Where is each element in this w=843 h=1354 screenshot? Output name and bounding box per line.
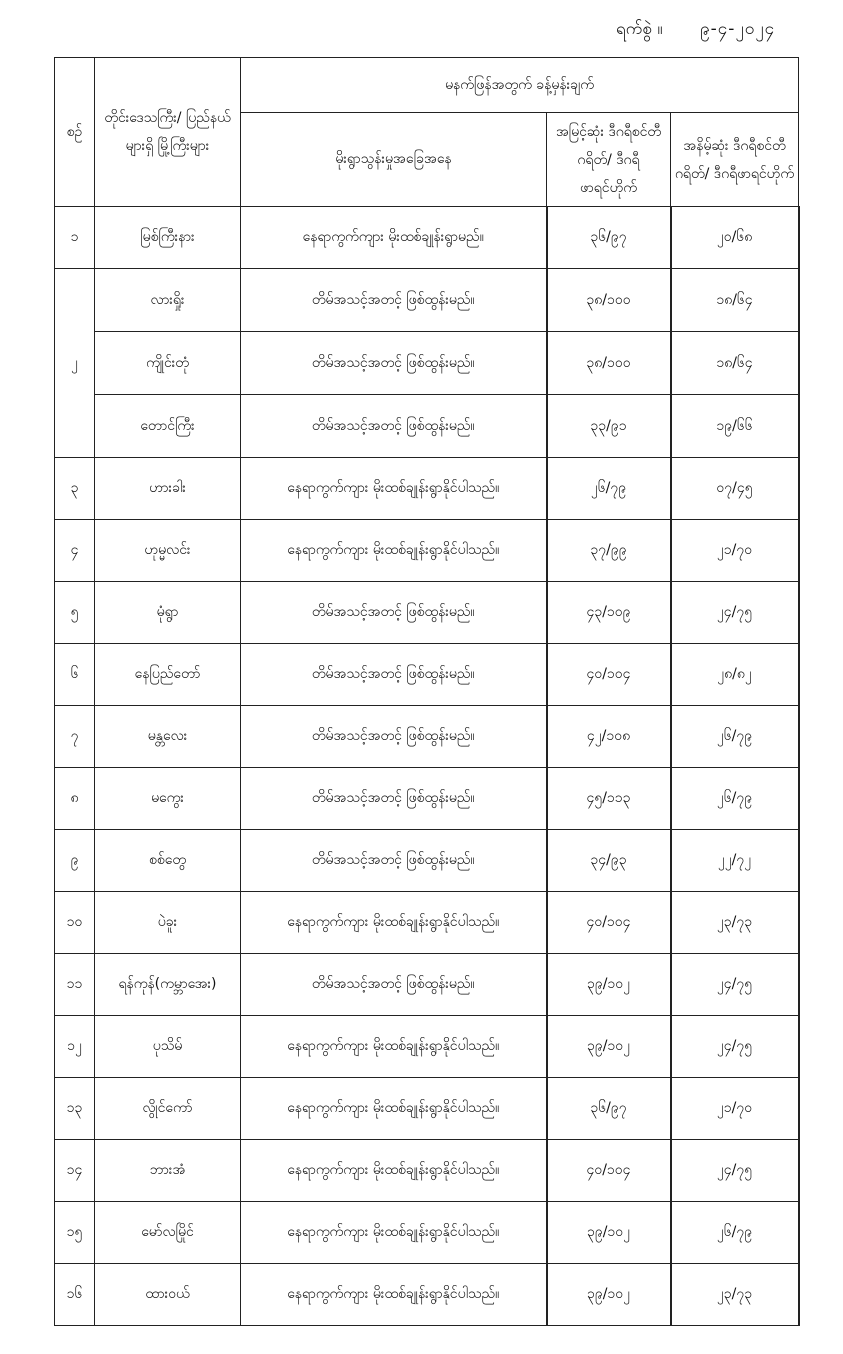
cell-max: ၂၆/၇၉	[547, 458, 671, 520]
cell-max: ၄၀/၁၀၄	[547, 1140, 671, 1202]
cell-weather: နေရာကွက်ကျား မိုးထစ်ချုန်းရွာမည်။	[241, 207, 547, 269]
cell-city: ဘားအံ	[95, 1140, 241, 1202]
cell-max: ၄၀/၁၀၄	[547, 644, 671, 706]
header-serial-no: စဉ်	[55, 58, 95, 207]
cell-no: ၉	[55, 830, 95, 892]
cell-no: ၁၀	[55, 892, 95, 954]
cell-min: ၁၈/၆၄	[671, 332, 799, 395]
cell-max: ၃၆/၉၇	[547, 207, 671, 269]
cell-weather: တိမ်အသင့်အတင့် ဖြစ်ထွန်းမည်။	[241, 395, 547, 458]
date-line	[560, 14, 820, 44]
table-row	[55, 520, 799, 582]
cell-weather: တိမ်အသင့်အတင့် ဖြစ်ထွန်းမည်။	[241, 582, 547, 644]
cell-min: ၂၄/၇၅	[671, 1016, 799, 1078]
cell-min: ၂၂/၇၂	[671, 830, 799, 892]
cell-min: ၂၁/၇၀	[671, 1078, 799, 1140]
cell-max: ၄၀/၁၀၄	[547, 892, 671, 954]
cell-city: ထားဝယ်	[95, 1264, 241, 1326]
cell-max: ၃၉/၁၀၂	[547, 954, 671, 1016]
table-row	[55, 706, 799, 768]
table-row	[55, 207, 799, 269]
cell-max: ၃၉/၁၀၂	[547, 1264, 671, 1326]
table-row	[55, 1078, 799, 1140]
cell-max: ၃၇/၉၉	[547, 520, 671, 582]
cell-city: ဟုမ္မလင်း	[95, 520, 241, 582]
cell-min: ၁၈/၆၄	[671, 269, 799, 332]
cell-max: ၄၂/၁၀၈	[547, 706, 671, 768]
cell-city: ပုသိမ်	[95, 1016, 241, 1078]
cell-no: ၈	[55, 768, 95, 830]
cell-city: မကွေး	[95, 768, 241, 830]
cell-weather: နေရာကွက်ကျား မိုးထစ်ချုန်းရွာနိုင်ပါသည်။	[241, 1264, 547, 1326]
date-label: ရက်စွဲ ။	[616, 19, 663, 39]
table-row	[55, 269, 799, 332]
table-row	[55, 768, 799, 830]
cell-city: တောင်ကြီး	[95, 395, 241, 458]
cell-weather: တိမ်အသင့်အတင့် ဖြစ်ထွန်းမည်။	[241, 768, 547, 830]
cell-min: ၂၆/၇၉	[671, 706, 799, 768]
cell-weather: နေရာကွက်ကျား မိုးထစ်ချုန်းရွာနိုင်ပါသည်။	[241, 458, 547, 520]
cell-no: ၁၁	[55, 954, 95, 1016]
cell-min: ၂၈/၈၂	[671, 644, 799, 706]
cell-weather: နေရာကွက်ကျား မိုးထစ်ချုန်းရွာနိုင်ပါသည်။	[241, 1202, 547, 1264]
header-rainfall: မိုးရွာသွန်းမှုအခြေအနေ	[241, 113, 547, 207]
header-forecast-group: မနက်ဖြန်အတွက် ခန့်မှန်းချက်	[241, 58, 799, 113]
table-row	[55, 458, 799, 520]
cell-min: ၂၄/၇၅	[671, 582, 799, 644]
cell-no: ၃	[55, 458, 95, 520]
cell-max: ၃၈/၁၀၀	[547, 269, 671, 332]
cell-max: ၄၃/၁၀၉	[547, 582, 671, 644]
cell-min: ၂၁/၇၀	[671, 520, 799, 582]
cell-weather: နေရာကွက်ကျား မိုးထစ်ချုန်းရွာနိုင်ပါသည်။	[241, 1078, 547, 1140]
cell-max: ၃၉/၁၀၂	[547, 1016, 671, 1078]
cell-city: စစ်တွေ	[95, 830, 241, 892]
cell-no: ၁	[55, 207, 95, 269]
table-row	[55, 830, 799, 892]
table-row	[55, 1202, 799, 1264]
cell-weather: တိမ်အသင့်အတင့် ဖြစ်ထွန်းမည်။	[241, 954, 547, 1016]
cell-no: ၁၅	[55, 1202, 95, 1264]
cell-no: ၅	[55, 582, 95, 644]
cell-city: ဟားခါး	[95, 458, 241, 520]
forecast-table	[54, 57, 800, 1326]
cell-max: ၃၈/၁၀၀	[547, 332, 671, 395]
cell-weather: တိမ်အသင့်အတင့် ဖြစ်ထွန်းမည်။	[241, 332, 547, 395]
header-max-temp: အမြင့်ဆုံး ဒီဂရီစင်တီဂရိတ်/ ဒီဂရီဖာရင်ဟိုက်	[547, 113, 671, 207]
cell-weather: နေရာကွက်ကျား မိုးထစ်ချုန်းရွာနိုင်ပါသည်။	[241, 520, 547, 582]
cell-min: ၂၀/၆၈	[671, 207, 799, 269]
cell-no: ၁၆	[55, 1264, 95, 1326]
cell-no: ၁၄	[55, 1140, 95, 1202]
cell-city: နေပြည်တော်	[95, 644, 241, 706]
cell-max: ၃၉/၁၀၂	[547, 1202, 671, 1264]
date-value: ၉-၄-၂၀၂၄	[700, 19, 776, 39]
cell-min: ၂၃/၇၃	[671, 892, 799, 954]
table-row	[55, 892, 799, 954]
cell-city: ရန်ကုန်(ကမ္ဘာအေး)	[95, 954, 241, 1016]
cell-min: ၂၆/၇၉	[671, 1202, 799, 1264]
cell-weather: နေရာကွက်ကျား မိုးထစ်ချုန်းရွာနိုင်ပါသည်။	[241, 892, 547, 954]
table-row	[55, 332, 799, 395]
cell-min: ၂၃/၇၃	[671, 1264, 799, 1326]
cell-city: မြစ်ကြီးနား	[95, 207, 241, 269]
cell-max: ၄၅/၁၁၃	[547, 768, 671, 830]
cell-max: ၃၆/၉၇	[547, 1078, 671, 1140]
table-row	[55, 582, 799, 644]
cell-min: ၂၆/၇၉	[671, 768, 799, 830]
cell-weather: နေရာကွက်ကျား မိုးထစ်ချုန်းရွာနိုင်ပါသည်။	[241, 1016, 547, 1078]
header-min-temp: အနိမ့်ဆုံး ဒီဂရီစင်တီဂရိတ်/ ဒီဂရီဖာရင်ဟိုက်	[671, 113, 799, 207]
cell-no: ၆	[55, 644, 95, 706]
cell-weather: တိမ်အသင့်အတင့် ဖြစ်ထွန်းမည်။	[241, 644, 547, 706]
table-row	[55, 954, 799, 1016]
table-row	[55, 644, 799, 706]
cell-city: မန္တလေး	[95, 706, 241, 768]
cell-min: ၁၉/၆၆	[671, 395, 799, 458]
cell-max: ၃၄/၉၃	[547, 830, 671, 892]
table-row	[55, 395, 799, 458]
cell-no: ၁၃	[55, 1078, 95, 1140]
cell-weather: တိမ်အသင့်အတင့် ဖြစ်ထွန်းမည်။	[241, 830, 547, 892]
cell-no: ၇	[55, 706, 95, 768]
cell-weather: နေရာကွက်ကျား မိုးထစ်ချုန်းရွာနိုင်ပါသည်။	[241, 1140, 547, 1202]
cell-city: မုံရွာ	[95, 582, 241, 644]
cell-min: ၂၄/၇၅	[671, 1140, 799, 1202]
cell-no: ၁၂	[55, 1016, 95, 1078]
cell-max: ၃၃/၉၁	[547, 395, 671, 458]
cell-min: ၀၇/၄၅	[671, 458, 799, 520]
cell-no: ၂	[55, 269, 95, 458]
cell-city: လားရှိုး	[95, 269, 241, 332]
table-row	[55, 1140, 799, 1202]
cell-city: ပဲခူး	[95, 892, 241, 954]
cell-city: ကျိုင်းတုံ	[95, 332, 241, 395]
header-region-city: တိုင်းဒေသကြီး/ ပြည်နယ်များရှိ မြို့ကြီးများ	[95, 58, 241, 207]
cell-city: လွိုင်ကော်	[95, 1078, 241, 1140]
table-row	[55, 1016, 799, 1078]
cell-weather: တိမ်အသင့်အတင့် ဖြစ်ထွန်းမည်။	[241, 269, 547, 332]
cell-no: ၄	[55, 520, 95, 582]
cell-city: မော်လမြိုင်	[95, 1202, 241, 1264]
cell-weather: တိမ်အသင့်အတင့် ဖြစ်ထွန်းမည်။	[241, 706, 547, 768]
cell-min: ၂၄/၇၅	[671, 954, 799, 1016]
table-row	[55, 1264, 799, 1326]
